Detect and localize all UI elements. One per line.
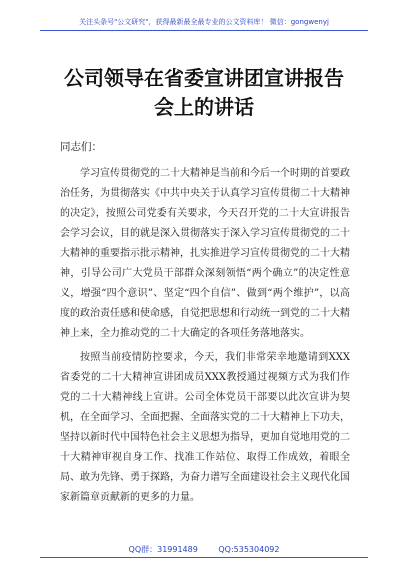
paragraph-2: 按照当前疫情防控要求，今天，我们非常荣幸地邀请到XXX省委党的二十大精神宣讲团成员XXX教授通过视频方式为我们作党的二十大精神线上宣讲。公司全体党员干部要以此次宣讲为契机，在全面学习、全面把握、全面落实党的二十大精神上下功夫，坚持以新时代中国特色社会主义思想为指导，更加自觉地用党的二十大精神审视自身工作、找准工作站位、取得工作成效，着眼全局、敢为先锋、勇于探路，为奋力谱写全面建设社会主义现代化国家新篇章贡献新的更多的力量。	[60, 352, 350, 503]
header-banner: 关注头条号"公文研究"，获得最新最全最专业的公文资料库！ 微信：gongwenyj	[79, 18, 329, 26]
paragraph-1: 学习宣传贯彻党的二十大精神是当前和今后一个时期的首要政治任务，为贯彻落实《中共中央关于认真学习宣传贯彻二十大精神的决定》，按照公司党委有关要求，今天召开党的二十大宣讲报告会学习会议，目的就是深入贯彻落实于深入学习宣传贯彻党的二十大精神的重要指示批示精神，扎实推进学习宣传贯彻党的二十大精神，引导公司广大党员干部群众深刻领悟“两个确立”的决定性意义，增强“四个意识”、坚定“四个自信”、做到“两个维护”，以高度的政治责任感和使命感，自觉把思想和行动统一到党的二十大精神上来，全力推动党的二十大确定的各项任务落地落实。	[60, 168, 350, 339]
footer-qq: QQ:535304092	[218, 545, 280, 554]
footer-divider	[40, 557, 368, 558]
document-title	[40, 64, 368, 122]
title-line-2: 会上的讲话	[154, 95, 254, 119]
footer-qq-group: QQ群：31991489	[128, 545, 198, 554]
title-line-1: 公司领导在省委宣讲团宣讲报告	[64, 66, 344, 90]
salutation: 同志们：	[60, 141, 102, 153]
document-body	[60, 164, 350, 508]
header-divider	[40, 30, 368, 31]
footer-contact	[40, 545, 368, 555]
